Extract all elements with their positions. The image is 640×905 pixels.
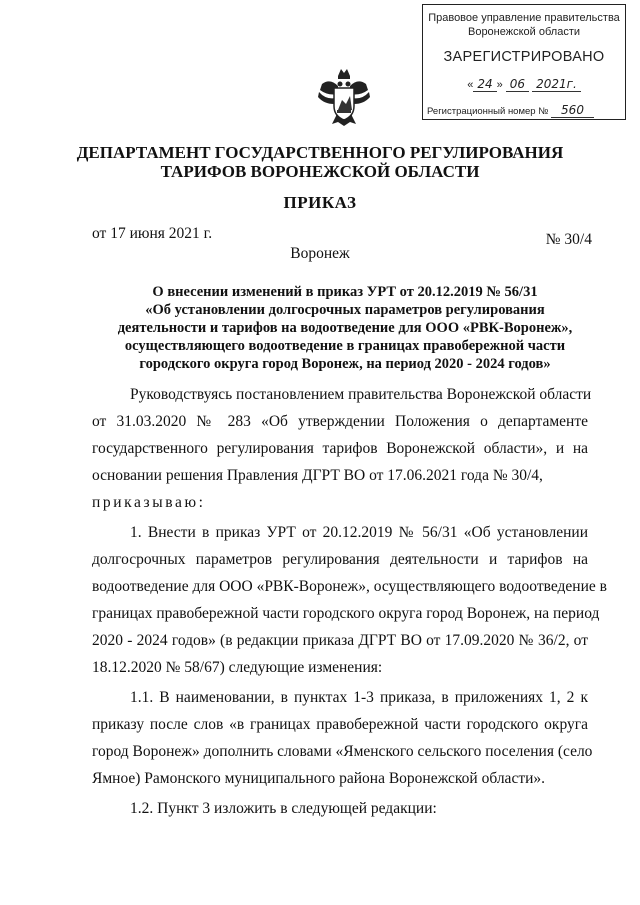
body-line: 18.12.2020 № 58/67) следующие изменения: bbox=[92, 659, 383, 676]
body-line: 2020 - 2024 годов» (в редакции приказа ДГРТ ВО от 17.09.2020 № 36/2, от bbox=[92, 632, 588, 649]
order-subject bbox=[100, 283, 590, 373]
body-line: 1.2. Пункт 3 изложить в следующей редакции: bbox=[130, 800, 437, 817]
stamp-date-year: 2021г. bbox=[532, 77, 581, 92]
stamp-reg-number bbox=[427, 103, 621, 117]
stamp-org-line1: Правовое управление правительства bbox=[428, 12, 620, 24]
body-line: от 31.03.2020 № 283 «Об утверждении Положения о департаменте bbox=[92, 413, 588, 430]
subject-line: осуществляющего водоотведение в границах правобережной части bbox=[124, 338, 566, 354]
body-line: Ямное) Рамонского муниципального района Воронежской области». bbox=[92, 770, 546, 787]
subject-line: деятельности и тарифов на водоотведение для ООО «РВК-Воронеж», bbox=[117, 320, 573, 336]
order-date: от 17 июня 2021 г. bbox=[92, 225, 213, 242]
stamp-date: « 24 » 06 2021г. bbox=[423, 77, 625, 91]
body-line: 1.1. В наименовании, в пунктах 1-3 приказа, в приложениях 1, 2 к bbox=[130, 689, 588, 706]
stamp-registered: ЗАРЕГИСТРИРОВАНО bbox=[443, 49, 605, 65]
body-line: водоотведение для ООО «РВК-Воронеж», осуществляющего водоотведение в bbox=[92, 578, 607, 595]
body-line: государственного регулирования тарифов Воронежской области», и на bbox=[92, 440, 588, 457]
stamp-date-day: 24 bbox=[473, 77, 496, 92]
department-title-line1: ДЕПАРТАМЕНТ ГОСУДАРСТВЕННОГО РЕГУЛИРОВАНИЯ bbox=[76, 143, 564, 162]
stamp-date-month: 06 bbox=[506, 77, 529, 92]
body-line: основании решения Правления ДГРТ ВО от 17.06.2021 года № 30/4, bbox=[92, 467, 543, 484]
body-line: приказу после слов «в границах правобережной части городского округа bbox=[92, 716, 588, 733]
department-title-line2: ТАРИФОВ ВОРОНЕЖСКОЙ ОБЛАСТИ bbox=[160, 162, 480, 181]
subject-line: «Об установлении долгосрочных параметров регулирования bbox=[145, 302, 545, 318]
stamp-reg-value: 560 bbox=[551, 103, 594, 118]
body-line-command: приказываю: bbox=[92, 494, 206, 511]
body-line: город Воронеж» дополнить словами «Яменского сельского поселения (село bbox=[92, 743, 593, 760]
subject-line: О внесении изменений в приказ УРТ от 20.12.2019 № 56/31 bbox=[152, 284, 538, 300]
document-type: ПРИКАЗ bbox=[283, 193, 357, 212]
subject-line: городского округа город Воронеж, на период 2020 - 2024 годов» bbox=[139, 356, 551, 372]
order-city: Воронеж bbox=[290, 245, 350, 262]
body-line: границах правобережной части городского округа город Воронеж, на период bbox=[92, 605, 600, 622]
stamp-org-line2: Воронежской области bbox=[467, 26, 580, 38]
registration-stamp bbox=[422, 4, 626, 120]
order-number: № 30/4 bbox=[545, 231, 592, 248]
stamp-reg-label: Регистрационный номер № bbox=[427, 106, 549, 117]
body-line: Руководствуясь постановлением правительства Воронежской области bbox=[130, 386, 592, 403]
body-line: долгосрочных параметров регулирования деятельности и тарифов на bbox=[92, 551, 588, 568]
body-line: 1. Внести в приказ УРТ от 20.12.2019 № 56/31 «Об установлении bbox=[130, 524, 588, 541]
coat-of-arms-icon bbox=[316, 66, 372, 128]
